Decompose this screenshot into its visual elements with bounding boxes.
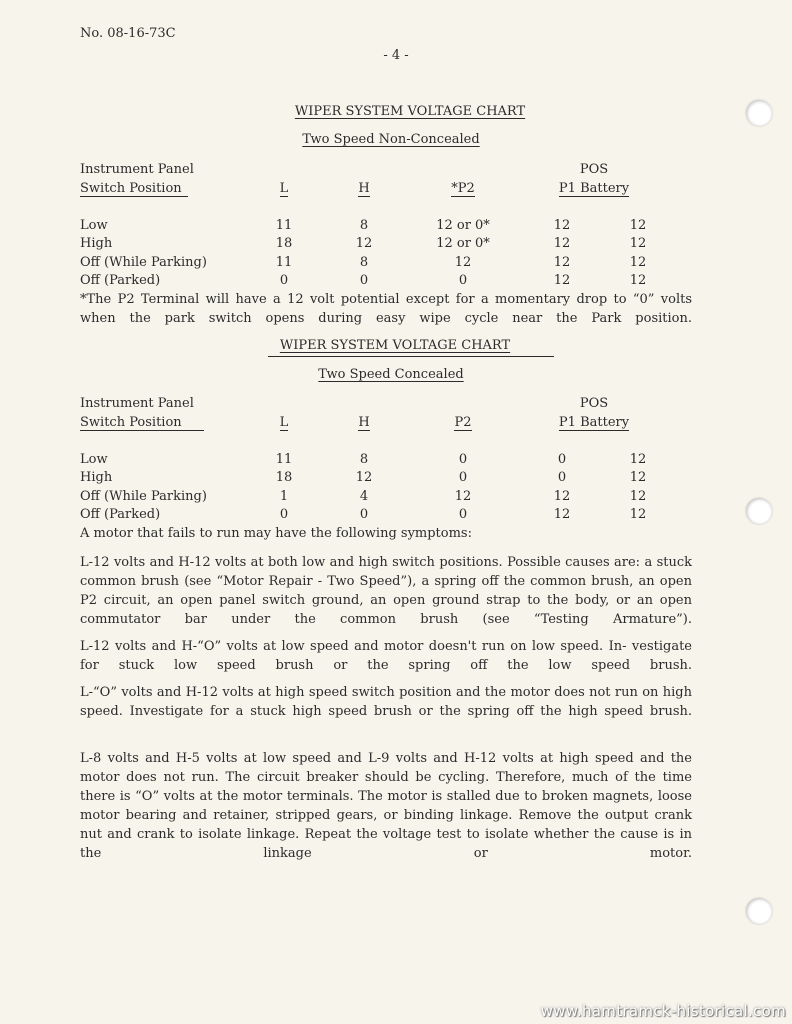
header-cell: Battery bbox=[580, 415, 630, 430]
table-header-row bbox=[80, 394, 670, 413]
header-cell: *P2 bbox=[451, 181, 475, 196]
symptom-paragraph: L-12 volts and H-12 volts at both low and high switch positions. Possible causes are: a stuck common brush (see “Motor Repair - Two Speed”), a spring off the common brush, an open P2 circuit, an open panel switch ground, an open ground strap to the body, or an open commutator bar under the common brush (see “Testing Armature”). bbox=[80, 555, 693, 627]
table-row: High 18 12 12 or 0* 12 12 bbox=[80, 236, 647, 251]
header-cell: P1 bbox=[558, 181, 576, 196]
chart1-footnote: *The P2 Terminal will have a 12 volt potential except for a momentary drop to “0” volts when the park switch opens during easy wipe cycle near the Park position. bbox=[80, 292, 693, 326]
table-header-row bbox=[80, 160, 670, 179]
document-number: No. 08-16-73C bbox=[80, 26, 176, 41]
header-cell: H bbox=[358, 181, 370, 196]
symptoms-intro: A motor that fails to run may have the following symptoms: bbox=[80, 526, 472, 541]
chart2-subtitle: Two Speed Concealed bbox=[318, 367, 464, 382]
watermark-text: www.hamtramck-historical.com bbox=[540, 1002, 786, 1020]
header-cell: POS bbox=[579, 396, 609, 411]
header-cell: POS bbox=[579, 162, 609, 177]
header-cell: Instrument Panel bbox=[80, 396, 194, 411]
header-cell: H bbox=[358, 415, 370, 430]
table-header-row bbox=[80, 179, 670, 198]
title-rule bbox=[268, 356, 554, 357]
punch-hole bbox=[746, 898, 772, 924]
table-row: Off (While Parking) 1 4 12 12 12 bbox=[80, 488, 647, 504]
header-cell: Battery bbox=[580, 181, 630, 196]
table-row: High 18 12 0 0 12 bbox=[80, 470, 647, 485]
table-header-row bbox=[80, 413, 670, 432]
header-cell: P2 bbox=[454, 415, 472, 430]
table-row: Low 11 8 12 or 0* 12 12 bbox=[80, 217, 647, 233]
chart1-title: WIPER SYSTEM VOLTAGE CHART bbox=[294, 104, 526, 119]
header-cell: Instrument Panel bbox=[80, 162, 194, 177]
punch-hole bbox=[746, 498, 772, 524]
header-cell: P1 bbox=[558, 415, 576, 430]
table-row: Off (Parked) 0 0 0 12 12 bbox=[80, 273, 647, 288]
chart2-title: WIPER SYSTEM VOLTAGE CHART bbox=[279, 338, 511, 353]
symptom-paragraph: L-8 volts and H-5 volts at low speed and L-9 volts and H-12 volts at high speed and the motor does not run. The circuit breaker should be cycling. Therefore, much of the time there is “O” volts at the motor terminals. The motor is stalled due to broken magnets, loose motor bearing and retainer, stripped gears, or binding linkage. Remove the output crank nut and crank to isolate linkage. Repeat the voltage test to isolate whether the cause is in the linkage or motor. bbox=[80, 751, 692, 861]
symptom-paragraph: L-“O” volts and H-12 volts at high speed switch position and the motor does not run on high speed. Investigate for a stuck high speed brush or the spring off the high speed brush. bbox=[80, 685, 693, 719]
header-cell: L bbox=[279, 181, 289, 196]
table-row: Off (While Parking) 11 8 12 12 12 bbox=[80, 254, 647, 270]
chart2-table bbox=[80, 394, 670, 525]
header-cell: Switch Position bbox=[80, 415, 204, 431]
table-row: Low 11 8 0 0 12 bbox=[80, 451, 647, 467]
page-number: - 4 - bbox=[383, 48, 409, 63]
table-row: Off (Parked) 0 0 0 12 12 bbox=[80, 507, 647, 522]
header-cell: L bbox=[279, 415, 289, 430]
chart1-table bbox=[80, 160, 670, 291]
chart1-subtitle: Two Speed Non-Concealed bbox=[302, 132, 480, 147]
punch-hole bbox=[746, 100, 772, 126]
symptom-paragraph: L-12 volts and H-“O” volts at low speed and motor doesn't run on low speed. In- vestigate for stuck low speed brush or the spring off the low speed brush. bbox=[80, 639, 692, 673]
header-cell: Switch Position bbox=[80, 181, 188, 197]
